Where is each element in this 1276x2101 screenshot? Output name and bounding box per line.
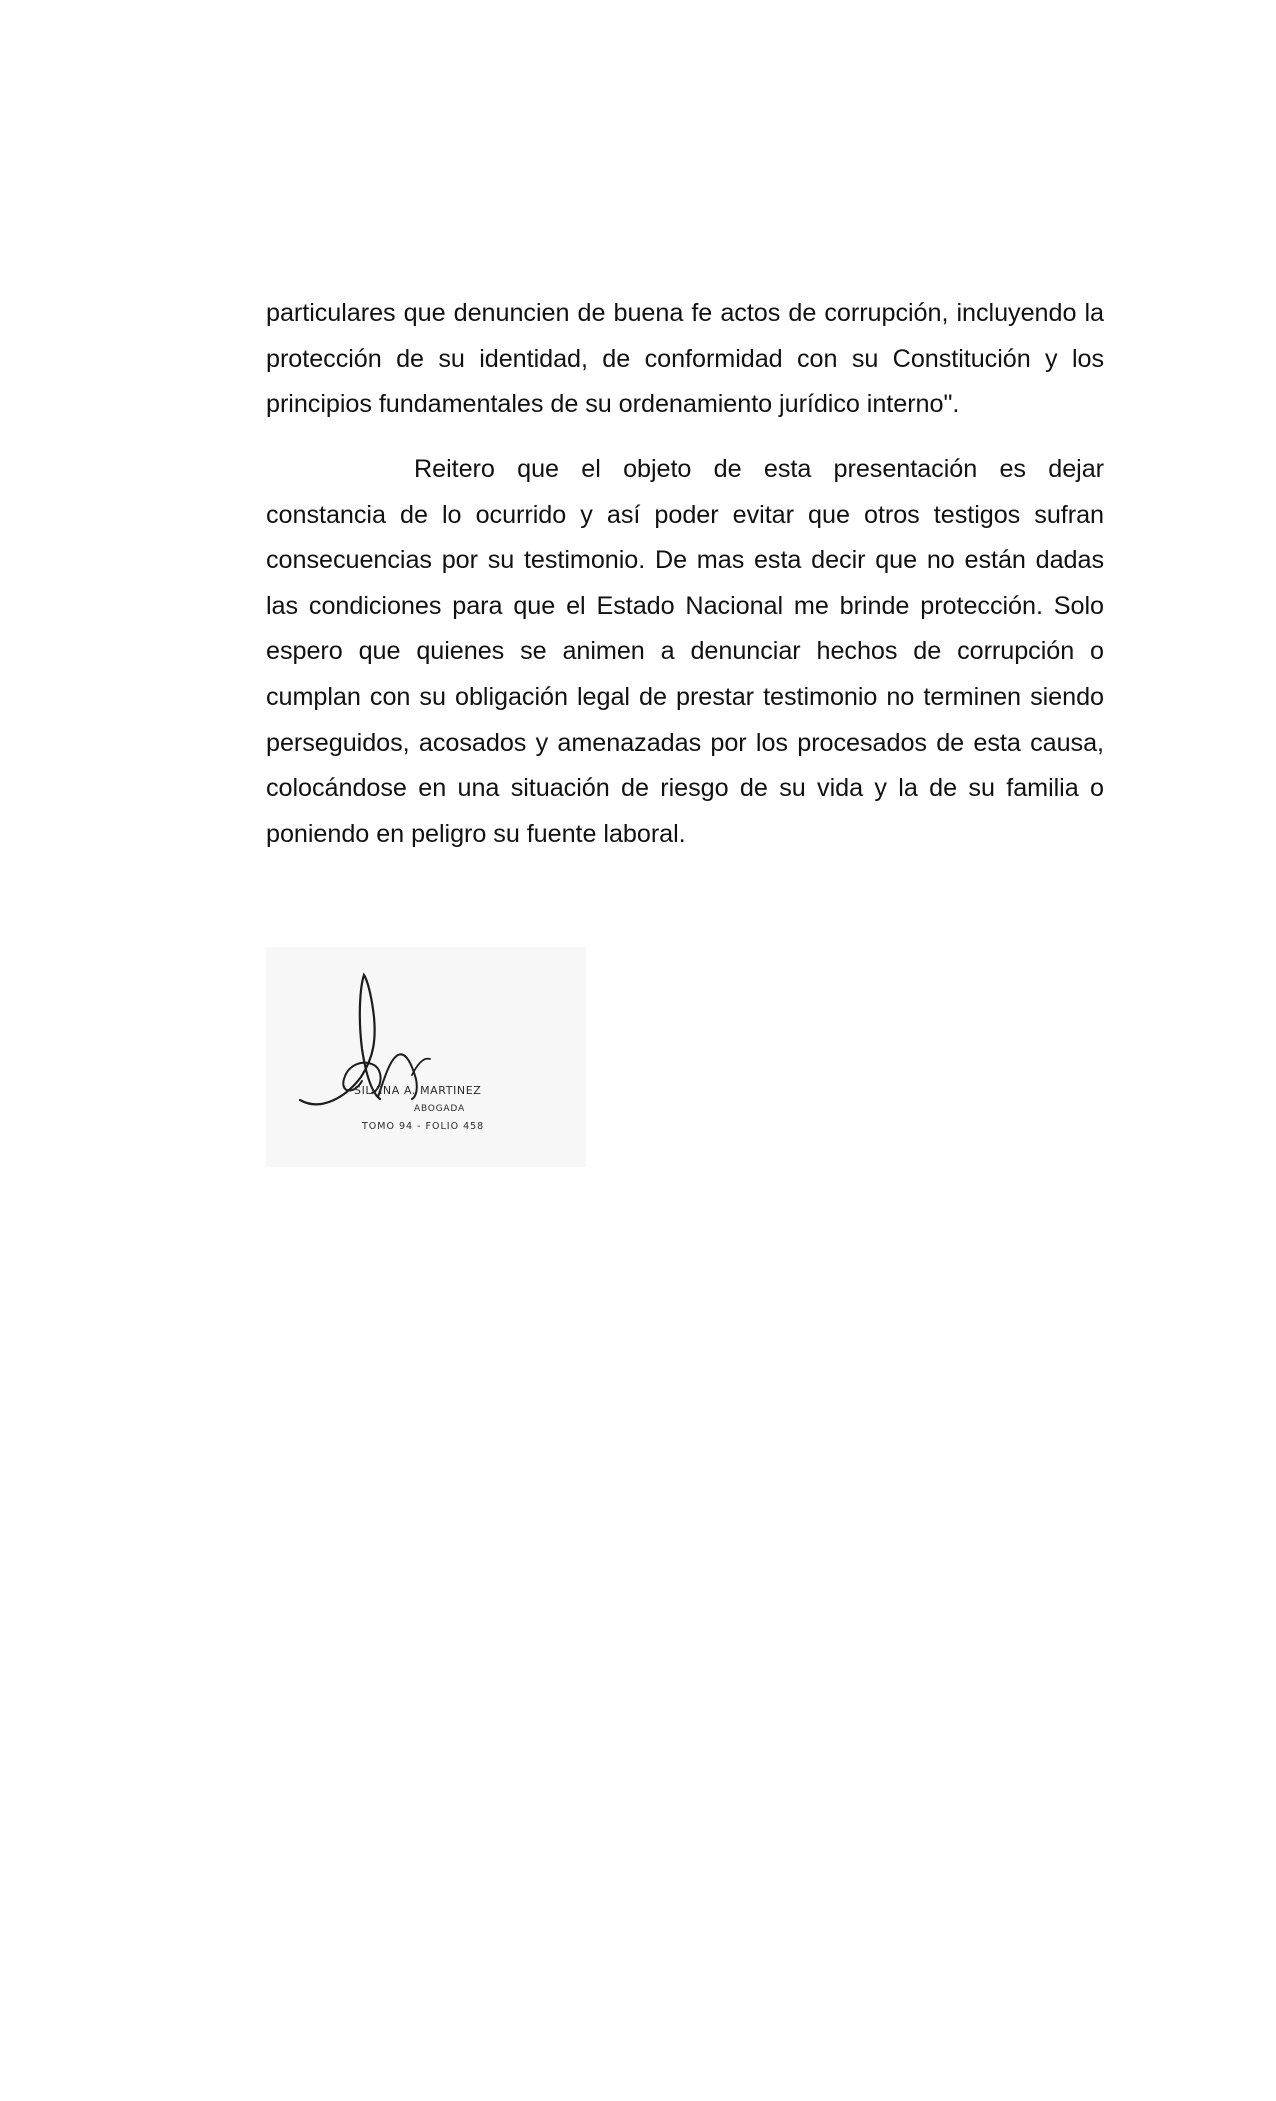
handwritten-signature-image [266,947,586,1167]
paragraph-quote-continuation: particulares que denuncien de buena fe actos de corrupción, incluyendo la protección de su identidad, de conformidad con su Constitución y los principios fundamentales de su ordenamiento jurídico interno". [266,299,1104,419]
stamp-registry-line: TOMO 94 - FOLIO 458 [362,1121,485,1132]
signature-stamp [266,947,586,1167]
stamp-name-line: SILVINA A. MARTINEZ [354,1084,482,1097]
stamp-title-line: ABOGADA [414,1104,465,1114]
paragraph-reiteration: Reitero que el objeto de esta presentación es dejar constancia de lo ocurrido y así poder evitar que otros testigos sufran consecuencias por su testimonio. De mas esta decir que no están dadas las condiciones para que el Estado Nacional me brinde protección. Solo espero que quienes se animen a denunciar hechos de corrupción o cumplan con su obligación legal de prestar testimonio no terminen siendo perseguidos, acosados y amenazadas por los procesados de esta causa, colocándose en una situación de riesgo de su vida y la de su familia o poniendo en peligro su fuente laboral. [266,455,1104,848]
